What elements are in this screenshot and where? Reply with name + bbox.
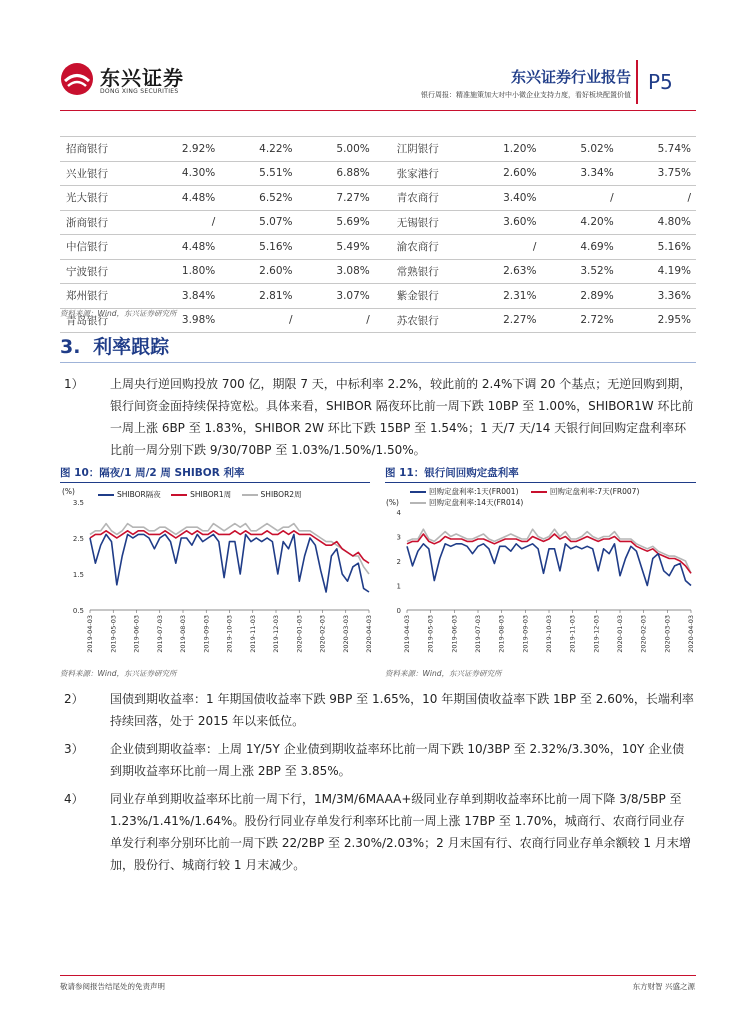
- x-tick-label: 2020-04-03: [365, 615, 373, 653]
- rate-cell: 5.07%: [220, 210, 297, 235]
- paragraph-1: 上周央行逆回购投放 700 亿，期限 7 天，中标利率 2.2%，较此前的 2.4%下调 20 个基点；无逆回购到期，银行间资金面持续保持宽松。具体来看，SHIBOR 隔夜环比前一周下跌 10BP 至 1.00%，SHIBOR1W 环比前一周上涨 6BP 至 1.83%，SHIBOR 2W 环比下跌 15BP 至 1.54%；1 天/7 天/14 天银行间回购定盘利率环比前一周分别下跌 9/30/70BP 至 1.03%/1.50%/1.50%。: [110, 377, 694, 457]
- logo-english-text: DONG XING SECURITIES: [100, 88, 179, 95]
- legend-item: SHIBOR2周: [260, 490, 302, 499]
- footer-slogan: 东方财智 兴盛之源: [632, 982, 695, 991]
- bank-name-cell: 无锡银行: [375, 210, 464, 235]
- rate-cell: 1.20%: [464, 137, 541, 162]
- series-line: [90, 534, 369, 592]
- x-tick-label: 2019-11-03: [568, 615, 577, 653]
- x-tick-label: 2019-10-03: [545, 615, 553, 653]
- rate-cell: 2.60%: [220, 259, 297, 284]
- rate-cell: 3.08%: [298, 259, 375, 284]
- x-tick-label: 2020-03-03: [341, 615, 350, 653]
- header-rule: [60, 110, 696, 111]
- rate-cell: 2.72%: [541, 308, 618, 333]
- legend-item: 回购定盘利率:14天(FR014): [429, 498, 524, 507]
- section-title: [60, 332, 169, 359]
- paragraph-number: 2）: [64, 692, 84, 706]
- rate-cell: 5.16%: [619, 235, 696, 260]
- rate-cell: /: [220, 308, 297, 333]
- rate-cell: 2.27%: [464, 308, 541, 333]
- x-tick-label: 2019-06-03: [132, 615, 141, 653]
- rate-cell: 3.34%: [541, 161, 618, 186]
- table-row: [60, 259, 696, 284]
- series-line: [90, 531, 369, 563]
- rate-cell: 4.19%: [619, 259, 696, 284]
- rate-cell: /: [298, 308, 375, 333]
- bank-name-cell: 宁波银行: [60, 259, 143, 284]
- rate-cell: 5.00%: [298, 137, 375, 162]
- shibor-line-chart: [60, 496, 375, 660]
- rate-cell: 5.49%: [298, 235, 375, 260]
- logo-text: 东兴证券: [100, 66, 184, 90]
- table-row: [60, 210, 696, 235]
- rate-cell: 4.22%: [220, 137, 297, 162]
- x-tick-label: 2019-12-03: [592, 615, 601, 653]
- deposit-rate-table: [60, 136, 696, 333]
- bank-name-cell: 苏农银行: [375, 308, 464, 333]
- figure-10-source: 资料来源：Wind，东兴证券研究所: [60, 669, 177, 678]
- series-line: [90, 524, 369, 574]
- x-tick-label: 2019-07-03: [155, 615, 164, 653]
- x-tick-label: 2019-08-03: [179, 615, 187, 653]
- rate-cell: 2.89%: [541, 284, 618, 309]
- rate-cell: 6.52%: [220, 186, 297, 211]
- report-brand-title: 东兴证券行业报告: [510, 68, 631, 86]
- paragraph-number: 3）: [64, 742, 84, 756]
- bank-name-cell: 招商银行: [60, 137, 143, 162]
- figure-11-legend: [410, 486, 700, 508]
- paragraph-3: 企业债到期收益率：上周 1Y/5Y 企业债到期收益率环比前一周下跌 10/3BP 至 2.32%/3.30%，10Y 企业债到期收益率环比前一周上涨 2BP 至 3.85%。: [110, 742, 685, 778]
- legend-item: SHIBOR隔夜: [117, 490, 161, 499]
- x-tick-label: 2020-01-03: [295, 615, 304, 653]
- y-tick-label: 0: [396, 607, 401, 615]
- legend-item: 回购定盘利率:7天(FR007): [549, 487, 640, 496]
- x-tick-label: 2020-01-03: [616, 615, 624, 653]
- table-source: 资料来源：Wind，东兴证券研究所: [60, 309, 177, 318]
- x-tick-label: 2019-04-03: [403, 615, 411, 653]
- footer-rule: [60, 975, 696, 976]
- x-tick-label: 2020-02-03: [639, 615, 648, 653]
- y-tick-label: 2: [396, 558, 401, 566]
- figure-11-title: 图 11：银行间回购定盘利率: [385, 467, 519, 479]
- rate-cell: 2.31%: [464, 284, 541, 309]
- bank-name-cell: 青岛银行: [60, 308, 143, 333]
- y-tick-label: 4: [396, 509, 401, 517]
- rate-cell: 3.40%: [464, 186, 541, 211]
- section-heading: 利率跟踪: [93, 336, 170, 358]
- rate-cell: 3.36%: [619, 284, 696, 309]
- repo-rate-line-chart: [385, 506, 697, 660]
- bank-name-cell: 兴业银行: [60, 161, 143, 186]
- series-line: [407, 534, 691, 573]
- rate-cell: 3.84%: [143, 284, 220, 309]
- rate-cell: 1.80%: [143, 259, 220, 284]
- x-tick-label: 2019-09-03: [521, 615, 530, 653]
- rate-cell: 4.20%: [541, 210, 618, 235]
- x-tick-label: 2019-05-03: [109, 615, 118, 653]
- rate-cell: 5.16%: [220, 235, 297, 260]
- figure-10-unit: (%): [62, 487, 75, 496]
- x-tick-label: 2019-05-03: [426, 615, 435, 653]
- paragraph-4: 同业存单到期收益率环比前一周下行，1M/3M/6MAAA+级同业存单到期收益率环比前一周下降 3/8/5BP 至 1.23%/1.41%/1.64%。股份行同业存单发行利率环比前一周上涨 17BP 至 1.70%，城商行、农商行同业存单发行利率分别环比前一周下跌 22/2BP 至 2.30%/2.03%；2 月末国有行、农商行同业存单余额较 1 月末增加，股份行、城商行较 1 月末减少。: [110, 792, 691, 872]
- rate-cell: 4.30%: [143, 161, 220, 186]
- rate-cell: 3.60%: [464, 210, 541, 235]
- table-row: [60, 161, 696, 186]
- figure-11-rule: [385, 482, 696, 483]
- rate-cell: 5.74%: [619, 137, 696, 162]
- y-tick-label: 2.5: [72, 535, 84, 543]
- y-tick-label: 3: [396, 533, 401, 542]
- bank-name-cell: 常熟银行: [375, 259, 464, 284]
- x-tick-label: 2019-10-03: [225, 615, 234, 653]
- section-number: 3.: [60, 336, 81, 358]
- figure-10-title: 图 10：隔夜/1 周/2 周 SHIBOR 利率: [60, 467, 245, 479]
- x-tick-label: 2020-04-03: [687, 615, 695, 653]
- rate-cell: 2.81%: [220, 284, 297, 309]
- bank-name-cell: 青农商行: [375, 186, 464, 211]
- rate-cell: 7.27%: [298, 186, 375, 211]
- rate-cell: /: [619, 186, 696, 211]
- paragraph-2: 国债到期收益率：1 年期国债收益率下跌 9BP 至 1.65%，10 年期国债收益率下跌 1BP 至 2.60%，长端利率持续回落，处于 2015 年以来低位。: [110, 692, 694, 728]
- table-row: [60, 235, 696, 260]
- x-tick-label: 2019-12-03: [272, 615, 280, 653]
- bank-name-cell: 光大银行: [60, 186, 143, 211]
- rate-cell: /: [464, 235, 541, 260]
- paragraph-number: 1）: [64, 377, 84, 391]
- figure-11-source: 资料来源：Wind，东兴证券研究所: [385, 669, 502, 678]
- x-tick-label: 2019-11-03: [248, 615, 257, 653]
- rate-cell: /: [143, 210, 220, 235]
- rate-cell: 4.48%: [143, 235, 220, 260]
- rate-cell: 2.60%: [464, 161, 541, 186]
- footer-disclaimer: 敬请参阅报告结尾处的免责声明: [60, 982, 165, 991]
- rate-cell: 5.51%: [220, 161, 297, 186]
- table-row: [60, 137, 696, 162]
- rate-cell: 2.63%: [464, 259, 541, 284]
- x-tick-label: 2019-09-03: [202, 615, 211, 653]
- y-tick-label: 0.5: [72, 607, 84, 615]
- x-tick-label: 2020-03-03: [663, 615, 672, 653]
- y-tick-label: 3.5: [72, 499, 84, 507]
- rate-cell: 5.02%: [541, 137, 618, 162]
- rate-cell: 4.80%: [619, 210, 696, 235]
- page-number: P5: [648, 70, 673, 94]
- section-rule: [60, 362, 696, 363]
- rate-cell: 2.92%: [143, 137, 220, 162]
- rate-cell: 3.52%: [541, 259, 618, 284]
- legend-item: 回购定盘利率:1天(FR001): [429, 487, 519, 496]
- paragraph-number: 4）: [64, 792, 84, 806]
- rate-cell: 3.07%: [298, 284, 375, 309]
- bank-name-cell: 江阴银行: [375, 137, 464, 162]
- x-tick-label: 2019-04-03: [86, 615, 94, 653]
- rate-cell: 6.88%: [298, 161, 375, 186]
- rate-cell: 4.48%: [143, 186, 220, 211]
- bank-name-cell: 中信银行: [60, 235, 143, 260]
- report-subtitle: 银行周报：精准施策加大对中小微企业支持力度，看好板块配置价值: [421, 91, 631, 99]
- rate-cell: 3.98%: [143, 308, 220, 333]
- bank-name-cell: 郑州银行: [60, 284, 143, 309]
- rate-cell: 4.69%: [541, 235, 618, 260]
- y-tick-label: 1.5: [72, 571, 84, 579]
- header-divider: [636, 60, 638, 104]
- rate-cell: 3.75%: [619, 161, 696, 186]
- bank-name-cell: 张家港行: [375, 161, 464, 186]
- x-tick-label: 2019-08-03: [497, 615, 506, 653]
- y-tick-label: 1: [396, 582, 401, 591]
- rate-cell: 5.69%: [298, 210, 375, 235]
- figure-11-unit: (%): [386, 498, 399, 507]
- bank-name-cell: 浙商银行: [60, 210, 143, 235]
- table-row: [60, 284, 696, 309]
- brand-logo-icon: [60, 62, 94, 96]
- x-tick-label: 2020-02-03: [318, 615, 327, 653]
- x-tick-label: 2019-07-03: [474, 615, 482, 653]
- table-row: [60, 186, 696, 211]
- legend-item: SHIBOR1周: [190, 490, 232, 499]
- bank-name-cell: 紫金银行: [375, 284, 464, 309]
- rate-cell: /: [541, 186, 618, 211]
- rate-cell: 2.95%: [619, 308, 696, 333]
- bank-name-cell: 渝农商行: [375, 235, 464, 260]
- figure-10-rule: [60, 482, 370, 483]
- x-tick-label: 2019-06-03: [450, 615, 459, 653]
